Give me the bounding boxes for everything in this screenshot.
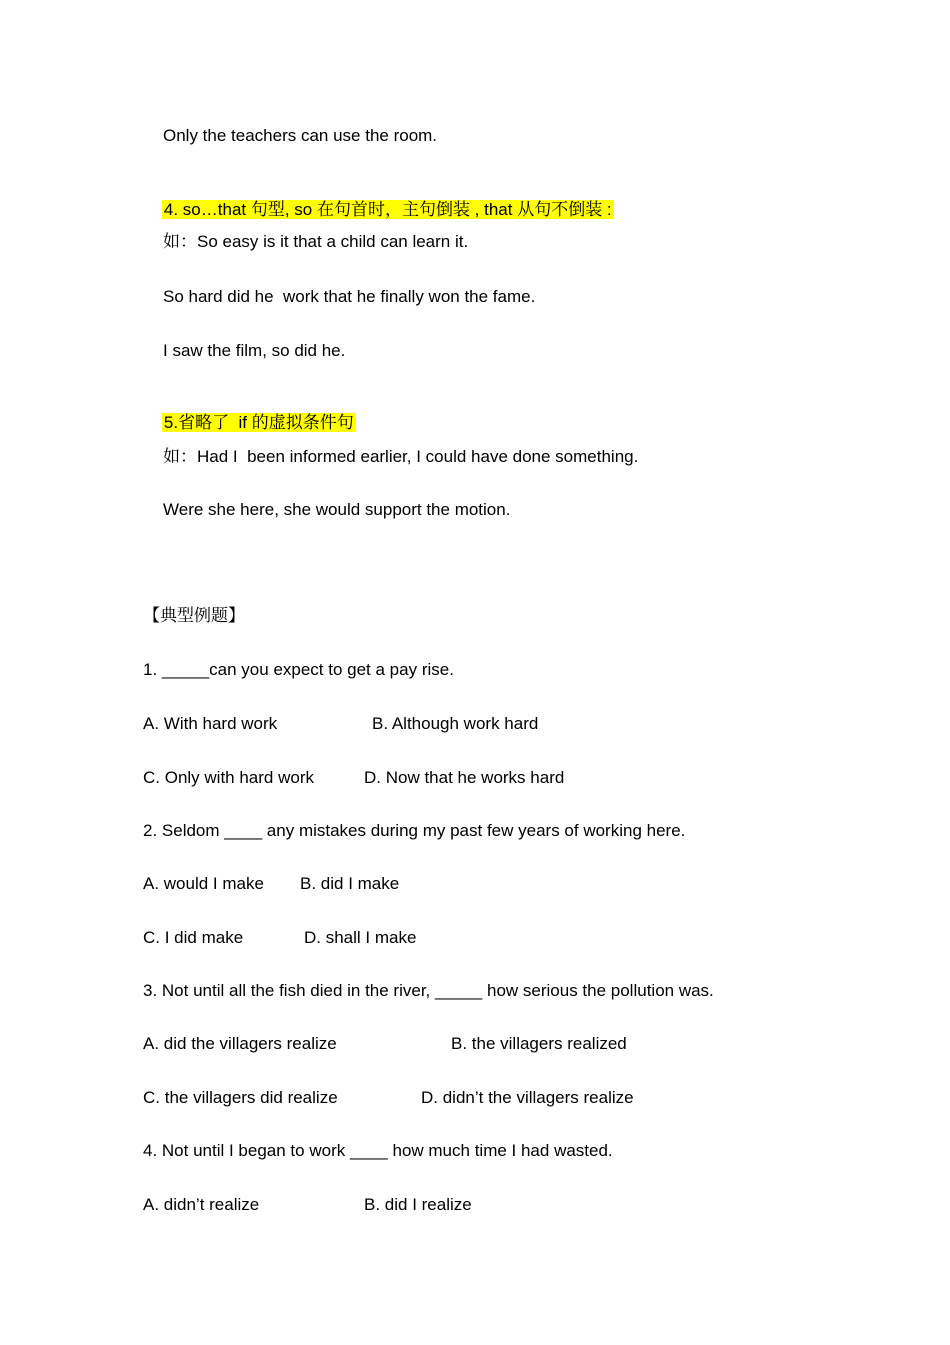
text-only-teachers: Only the teachers can use the room. [163, 126, 438, 145]
section-title-typical-examples: 【典型例题】 [143, 606, 245, 625]
question-1-option-d: D. Now that he works hard [364, 768, 565, 787]
question-3-option-b: B. the villagers realized [451, 1034, 627, 1053]
question-4-option-a: A. didn’t realize [143, 1195, 260, 1214]
example-so-hard: So hard did he work that he finally won the fame. [163, 287, 536, 306]
question-1-option-c: C. Only with hard work [143, 768, 314, 787]
question-3-option-d: D. didn’t the villagers realize [421, 1088, 634, 1107]
question-2-option-a: A. would I make [143, 874, 264, 893]
question-3-option-c: C. the villagers did realize [143, 1088, 338, 1107]
example-were-she: Were she here, she would support the motion. [163, 500, 511, 519]
highlighted-heading-5: 5.省略了 if 的虚拟条件句 [163, 413, 354, 432]
question-2-option-d: D. shall I make [304, 928, 417, 947]
question-1-stem: 1. _____can you expect to get a pay rise. [143, 660, 454, 679]
question-3-stem: 3. Not until all the fish died in the river, _____ how serious the pollution was. [143, 981, 714, 1000]
example-so-easy: 如：So easy is it that a child can learn it. [163, 232, 469, 251]
question-1-option-a: A. With hard work [143, 714, 278, 733]
question-2-option-b: B. did I make [300, 874, 400, 893]
example-had-i: 如：Had I been informed earlier, I could have done something. [163, 447, 639, 466]
question-2-stem: 2. Seldom ____ any mistakes during my past few years of working here. [143, 821, 686, 840]
question-4-stem: 4. Not until I began to work ____ how much time I had wasted. [143, 1141, 613, 1160]
highlighted-heading-4: 4. so…that 句型, so 在句首时，主句倒装 , that 从句不倒装 : [163, 200, 612, 219]
question-4-option-b: B. did I realize [364, 1195, 472, 1214]
question-3-option-a: A. did the villagers realize [143, 1034, 337, 1053]
heading-omitted-if [143, 393, 356, 432]
question-1-option-b: B. Although work hard [372, 714, 539, 733]
question-2-option-c: C. I did make [143, 928, 244, 947]
heading-so-that-inversion [143, 180, 614, 219]
example-saw-film: I saw the film, so did he. [163, 341, 346, 360]
